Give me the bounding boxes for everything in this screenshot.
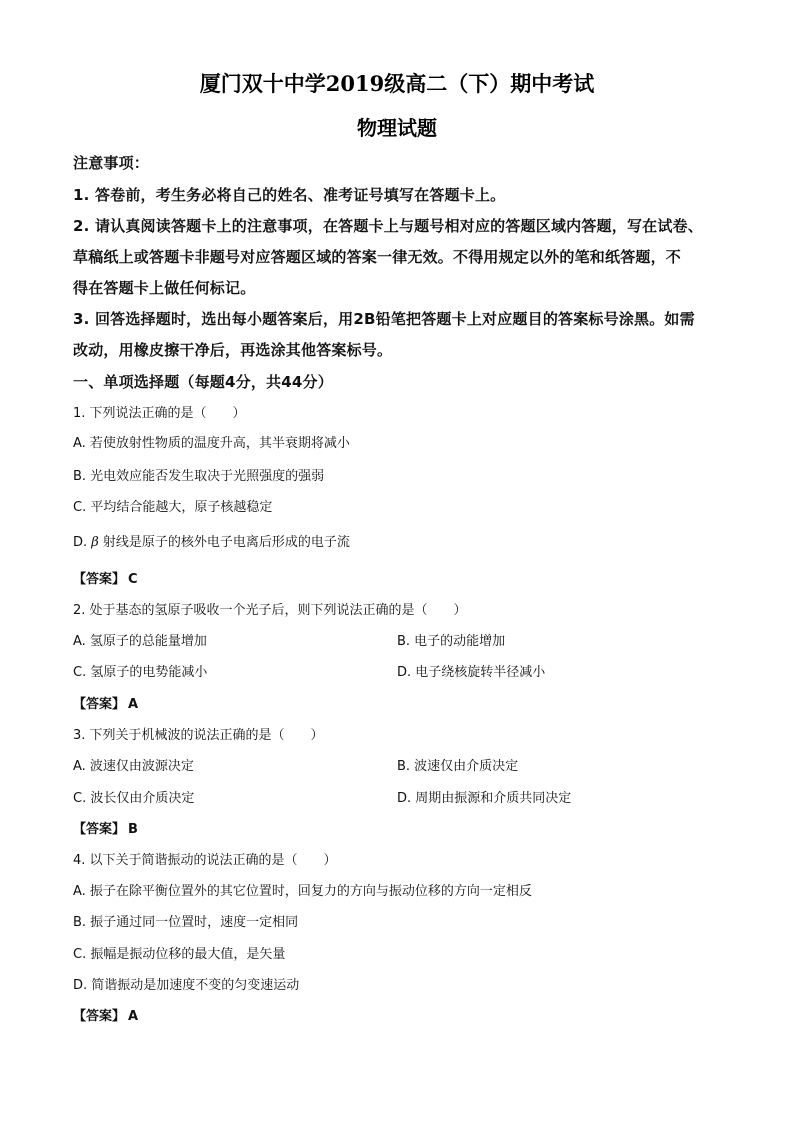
option-d-text: 射线是原子的核外电子电离后形成的电子流 [98, 535, 350, 550]
question-4-stem: 4. 以下关于简谐振动的说法正确的是（ ） [73, 853, 337, 868]
answer-label: 【答案】 [73, 572, 126, 587]
answer-value: C [128, 572, 138, 587]
question-1-answer [73, 568, 138, 587]
notice-item-2-line-1: 2. 请认真阅读答题卡上的注意事项，在答题卡上与题号相对应的答题区域内答题，写在试卷、 [73, 217, 703, 235]
question-3-option-d: D. 周期由振源和介质共同决定 [397, 791, 572, 806]
question-1-option-c: C. 平均结合能越大，原子核越稳定 [73, 500, 273, 515]
answer-label: 【答案】 [73, 697, 126, 712]
question-3-answer [73, 818, 138, 837]
question-3-option-b: B. 波速仅由介质决定 [397, 759, 519, 774]
notice-heading: 注意事项： [73, 154, 150, 172]
section-heading: 一、单项选择题（每题4分，共44分） [73, 373, 333, 391]
answer-label: 【答案】 [73, 1009, 126, 1024]
question-3-stem: 3. 下列关于机械波的说法正确的是（ ） [73, 728, 324, 743]
question-2-option-c: C. 氢原子的电势能减小 [73, 665, 208, 680]
notice-item-3-line-1: 3. 回答选择题时，选出每小题答案后，用2B铅笔把答题卡上对应题目的答案标号涂黑。如需 [73, 310, 695, 328]
exam-subtitle: 物理试题 [357, 116, 437, 140]
question-3-option-a: A. 波速仅由波源决定 [73, 759, 194, 774]
notice-item-2-line-3: 得在答题卡上做任何标记。 [73, 279, 256, 297]
notice-item-2-line-2: 草稿纸上或答题卡非题号对应答题区域的答案一律无效。不得用规定以外的笔和纸答题，不 [73, 248, 682, 266]
question-4-option-c: C. 振幅是振动位移的最大值，是矢量 [73, 947, 286, 962]
answer-value: A [128, 697, 139, 712]
exam-title: 厦门双十中学2019级高二（下）期中考试 [199, 71, 595, 96]
option-d-prefix: D. [73, 535, 92, 550]
beta-symbol: β [91, 535, 99, 550]
answer-value: A [128, 1009, 139, 1024]
question-1-option-d [73, 531, 350, 550]
question-3-option-c: C. 波长仅由介质决定 [73, 791, 195, 806]
question-1-option-a: A. 若使放射性物质的温度升高，其半衰期将减小 [73, 436, 350, 451]
notice-item-3-line-2: 改动，用橡皮擦干净后，再选涂其他答案标号。 [73, 341, 393, 359]
question-4-option-a: A. 振子在除平衡位置外的其它位置时，回复力的方向与振动位移的方向一定相反 [73, 884, 532, 899]
notice-item-1: 1. 答卷前，考生务必将自己的姓名、准考证号填写在答题卡上。 [73, 186, 506, 204]
answer-value: B [128, 822, 138, 837]
question-4-option-d: D. 简谐振动是加速度不变的匀变速运动 [73, 978, 300, 993]
question-1-stem: 1. 下列说法正确的是（ ） [73, 406, 246, 421]
question-4-option-b: B. 振子通过同一位置时，速度一定相同 [73, 915, 299, 930]
question-2-answer [73, 693, 138, 712]
question-4-answer [73, 1005, 138, 1024]
question-2-option-b: B. 电子的动能增加 [397, 634, 506, 649]
answer-label: 【答案】 [73, 822, 126, 837]
question-2-stem: 2. 处于基态的氢原子吸收一个光子后，则下列说法正确的是（ ） [73, 603, 467, 618]
question-2-option-d: D. 电子绕核旋转半径减小 [397, 665, 546, 680]
question-1-option-b: B. 光电效应能否发生取决于光照强度的强弱 [73, 469, 325, 484]
question-2-option-a: A. 氢原子的总能量增加 [73, 634, 207, 649]
